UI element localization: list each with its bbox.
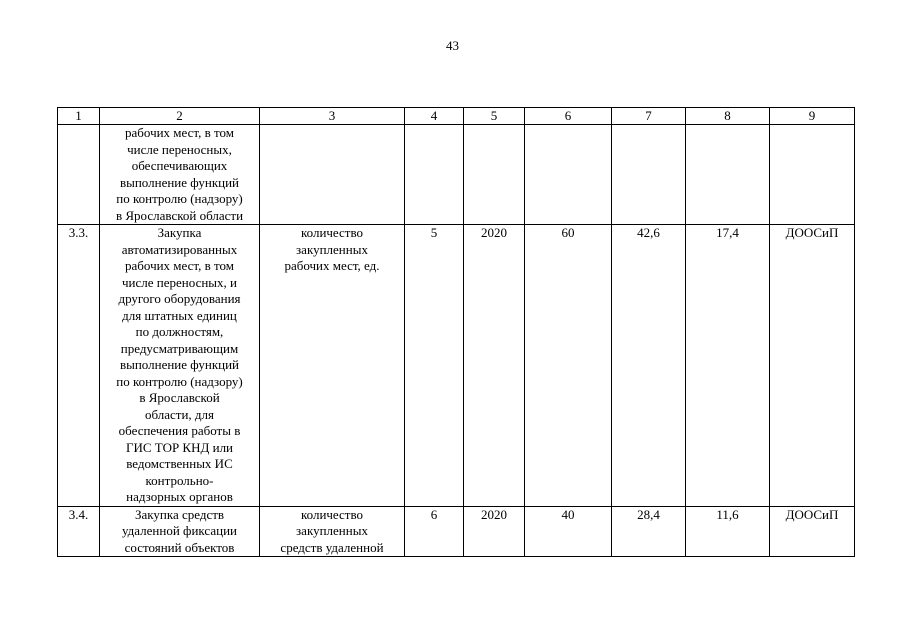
text-line: количество — [300, 225, 364, 240]
text-line: рабочих мест, ед. — [284, 258, 380, 273]
text-line: по должностям, — [135, 324, 224, 339]
table-row — [58, 225, 855, 507]
header-cell: 2 — [100, 108, 260, 125]
cell-c6: 60 — [525, 225, 612, 507]
text-line: в Ярославской области — [115, 207, 244, 223]
cell-c7: 28,4 — [612, 506, 686, 557]
text-line: числе переносных, — [127, 141, 232, 157]
header-cell: 8 — [686, 108, 770, 125]
text-line: рабочих мест, в том — [125, 125, 234, 140]
cell-c5: 2020 — [464, 506, 525, 557]
cell-c9 — [770, 125, 855, 225]
header-cell: 5 — [464, 108, 525, 125]
header-cell: 4 — [405, 108, 464, 125]
text-line: автоматизированных — [121, 241, 238, 257]
header-cell: 6 — [525, 108, 612, 125]
cell-c4: 6 — [405, 506, 464, 557]
text-line: числе переносных, и — [122, 274, 237, 290]
text-line: выполнение функций — [119, 357, 240, 372]
text-line: для штатных единиц — [122, 307, 237, 323]
text-line: закупленных — [296, 241, 368, 257]
cell-number — [58, 125, 100, 225]
text-line: надзорных органов — [126, 489, 233, 504]
cell-c5 — [464, 125, 525, 225]
text-line: обеспечения работы в — [118, 423, 241, 438]
cell-c7: 42,6 — [612, 225, 686, 507]
text-line: в Ярославской — [139, 390, 220, 405]
header-cell: 7 — [612, 108, 686, 125]
header-cell: 1 — [58, 108, 100, 125]
text-line: области, для — [144, 406, 215, 422]
text-line: удаленной фиксации — [121, 523, 237, 538]
cell-indicator — [260, 225, 405, 507]
text-line: другого оборудования — [118, 291, 241, 306]
text-line: закупленных — [296, 523, 368, 538]
table-header-row — [58, 108, 855, 125]
cell-number: 3.3. — [58, 225, 100, 507]
header-cell: 9 — [770, 108, 855, 125]
cell-c4: 5 — [405, 225, 464, 507]
cell-number: 3.4. — [58, 506, 100, 557]
page-number: 43 — [446, 38, 459, 53]
cell-name — [100, 506, 260, 557]
cell-indicator — [260, 125, 405, 225]
cell-c6 — [525, 125, 612, 225]
text-line: количество — [300, 506, 364, 522]
text-line: контрольно- — [145, 472, 214, 488]
text-line: ведомственных ИС — [126, 456, 233, 471]
text-line: ГИС ТОР КНД или — [125, 439, 234, 455]
text-line: предусматривающим — [120, 340, 239, 356]
cell-c6: 40 — [525, 506, 612, 557]
cell-c8 — [686, 125, 770, 225]
text-line: рабочих мест, в том — [125, 258, 234, 273]
cell-c9: ДООСиП — [770, 506, 855, 557]
text-line: Закупка средств — [134, 506, 225, 522]
cell-c7 — [612, 125, 686, 225]
text-line: состояний объектов — [124, 539, 235, 555]
table-row — [58, 125, 855, 225]
text-line: Закупка — [157, 225, 202, 240]
text-line: по контролю (надзору) — [116, 191, 243, 206]
text-line: средств удаленной — [280, 539, 384, 555]
cell-indicator — [260, 506, 405, 557]
text-line: обеспечивающих — [131, 158, 228, 173]
program-table — [57, 107, 855, 557]
cell-c5: 2020 — [464, 225, 525, 507]
cell-c4 — [405, 125, 464, 225]
table-row — [58, 506, 855, 557]
header-cell: 3 — [260, 108, 405, 125]
text-line: выполнение функций — [119, 174, 240, 190]
cell-name — [100, 125, 260, 225]
cell-c9: ДООСиП — [770, 225, 855, 507]
cell-c8: 11,6 — [686, 506, 770, 557]
text-line: по контролю (надзору) — [116, 373, 243, 389]
cell-c8: 17,4 — [686, 225, 770, 507]
cell-name — [100, 225, 260, 507]
